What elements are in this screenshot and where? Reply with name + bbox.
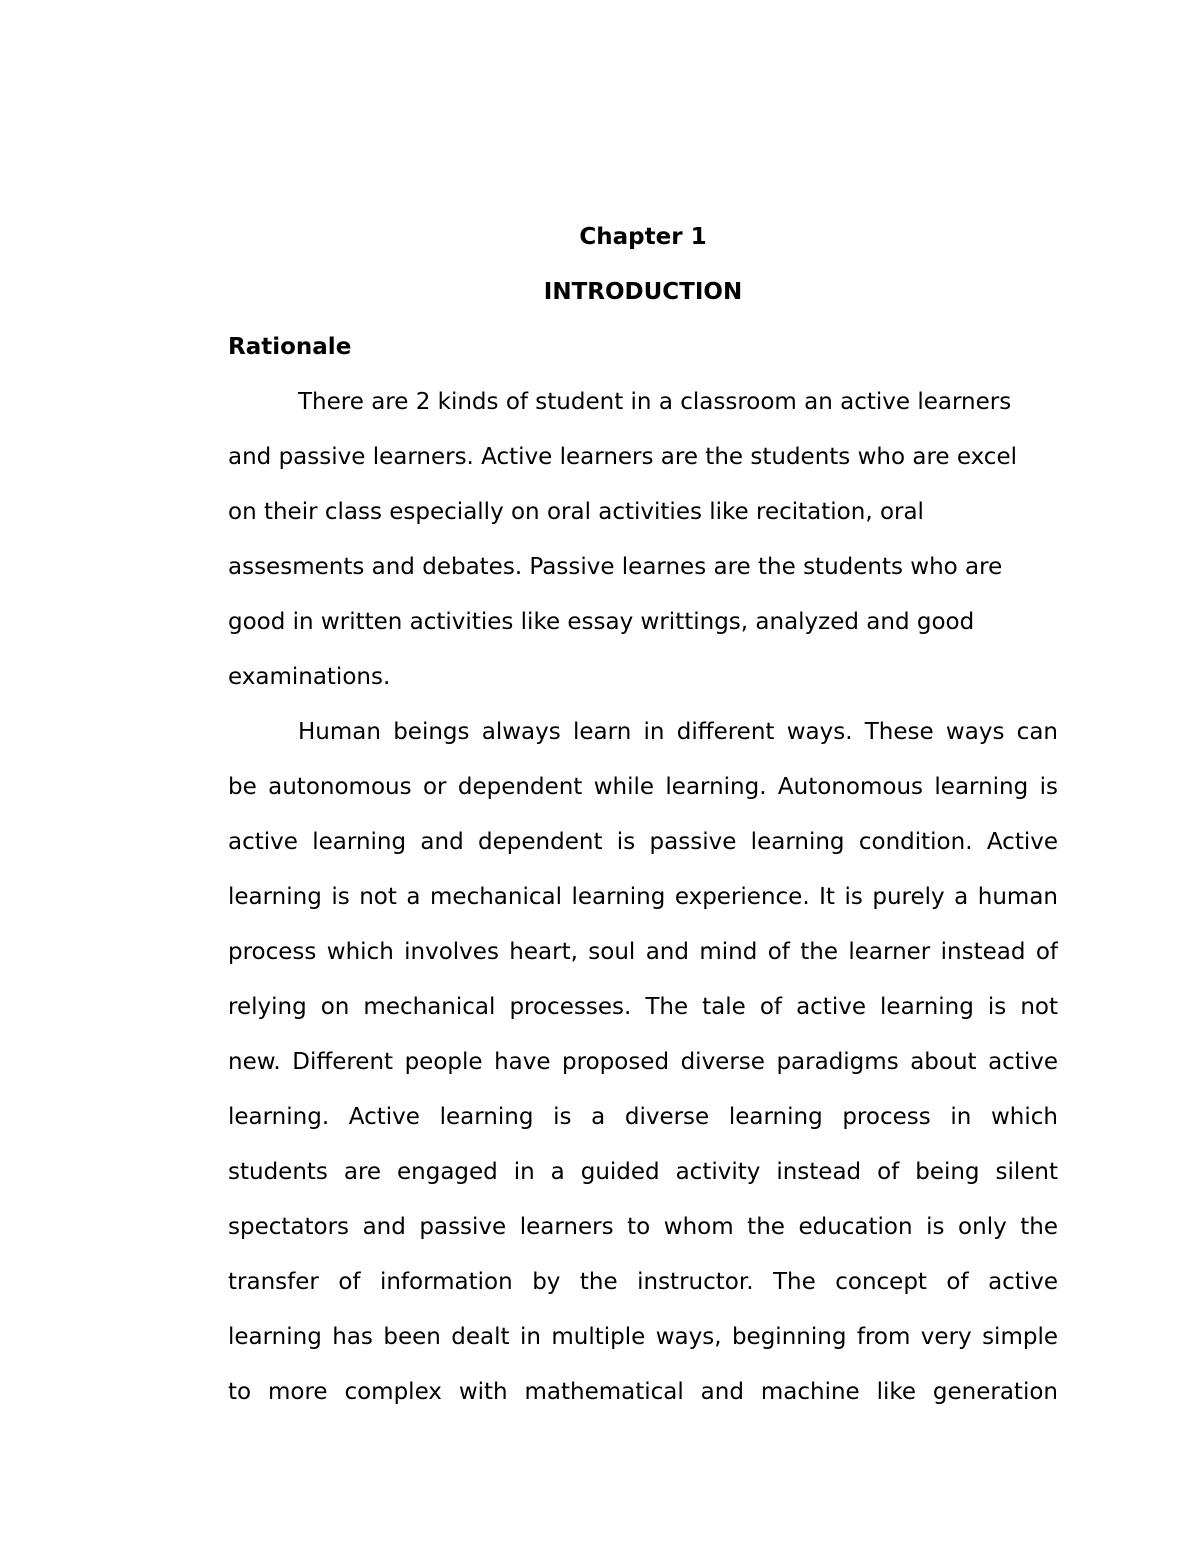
paragraph-line: active learning and dependent is passive learning condition. Active [228, 829, 1058, 855]
paragraph-line: learning. Active learning is a diverse learning process in which [228, 1104, 1058, 1130]
document-body [228, 210, 1058, 1420]
paragraph-line: Human beings always learn in different ways. These ways can [298, 719, 1058, 745]
section-heading: Rationale [228, 334, 352, 360]
paragraph-line: assesments and debates. Passive learnes are the students who are [228, 554, 1003, 580]
paragraph-line: examinations. [228, 664, 391, 690]
paragraph-line: new. Different people have proposed diverse paradigms about active [228, 1049, 1058, 1075]
chapter-label: Chapter 1 [579, 224, 707, 250]
paragraph-2 [228, 705, 1058, 1420]
paragraph-line: There are 2 kinds of student in a classroom an active learners [298, 389, 1012, 415]
paragraph-line: good in written activities like essay writtings, analyzed and good [228, 609, 975, 635]
paragraph-line: students are engaged in a guided activity instead of being silent [228, 1159, 1058, 1185]
paragraph-line: transfer of information by the instructor. The concept of active [228, 1269, 1058, 1295]
paragraph-line: to more complex with mathematical and machine like generation [228, 1379, 1058, 1405]
paragraph-line: process which involves heart, soul and mind of the learner instead of [228, 939, 1058, 965]
paragraph-line: relying on mechanical processes. The tale of active learning is not [228, 994, 1058, 1020]
paragraph-line: learning has been dealt in multiple ways, beginning from very simple [228, 1324, 1058, 1350]
paragraph-line: on their class especially on oral activities like recitation, oral [228, 499, 924, 525]
paragraph-1 [228, 375, 1058, 705]
chapter-title: INTRODUCTION [543, 279, 743, 305]
paragraph-line: learning is not a mechanical learning experience. It is purely a human [228, 884, 1058, 910]
paragraph-line: be autonomous or dependent while learning. Autonomous learning is [228, 774, 1058, 800]
paragraph-line: spectators and passive learners to whom the education is only the [228, 1214, 1058, 1240]
paragraph-line: and passive learners. Active learners are the students who are excel [228, 444, 1017, 470]
